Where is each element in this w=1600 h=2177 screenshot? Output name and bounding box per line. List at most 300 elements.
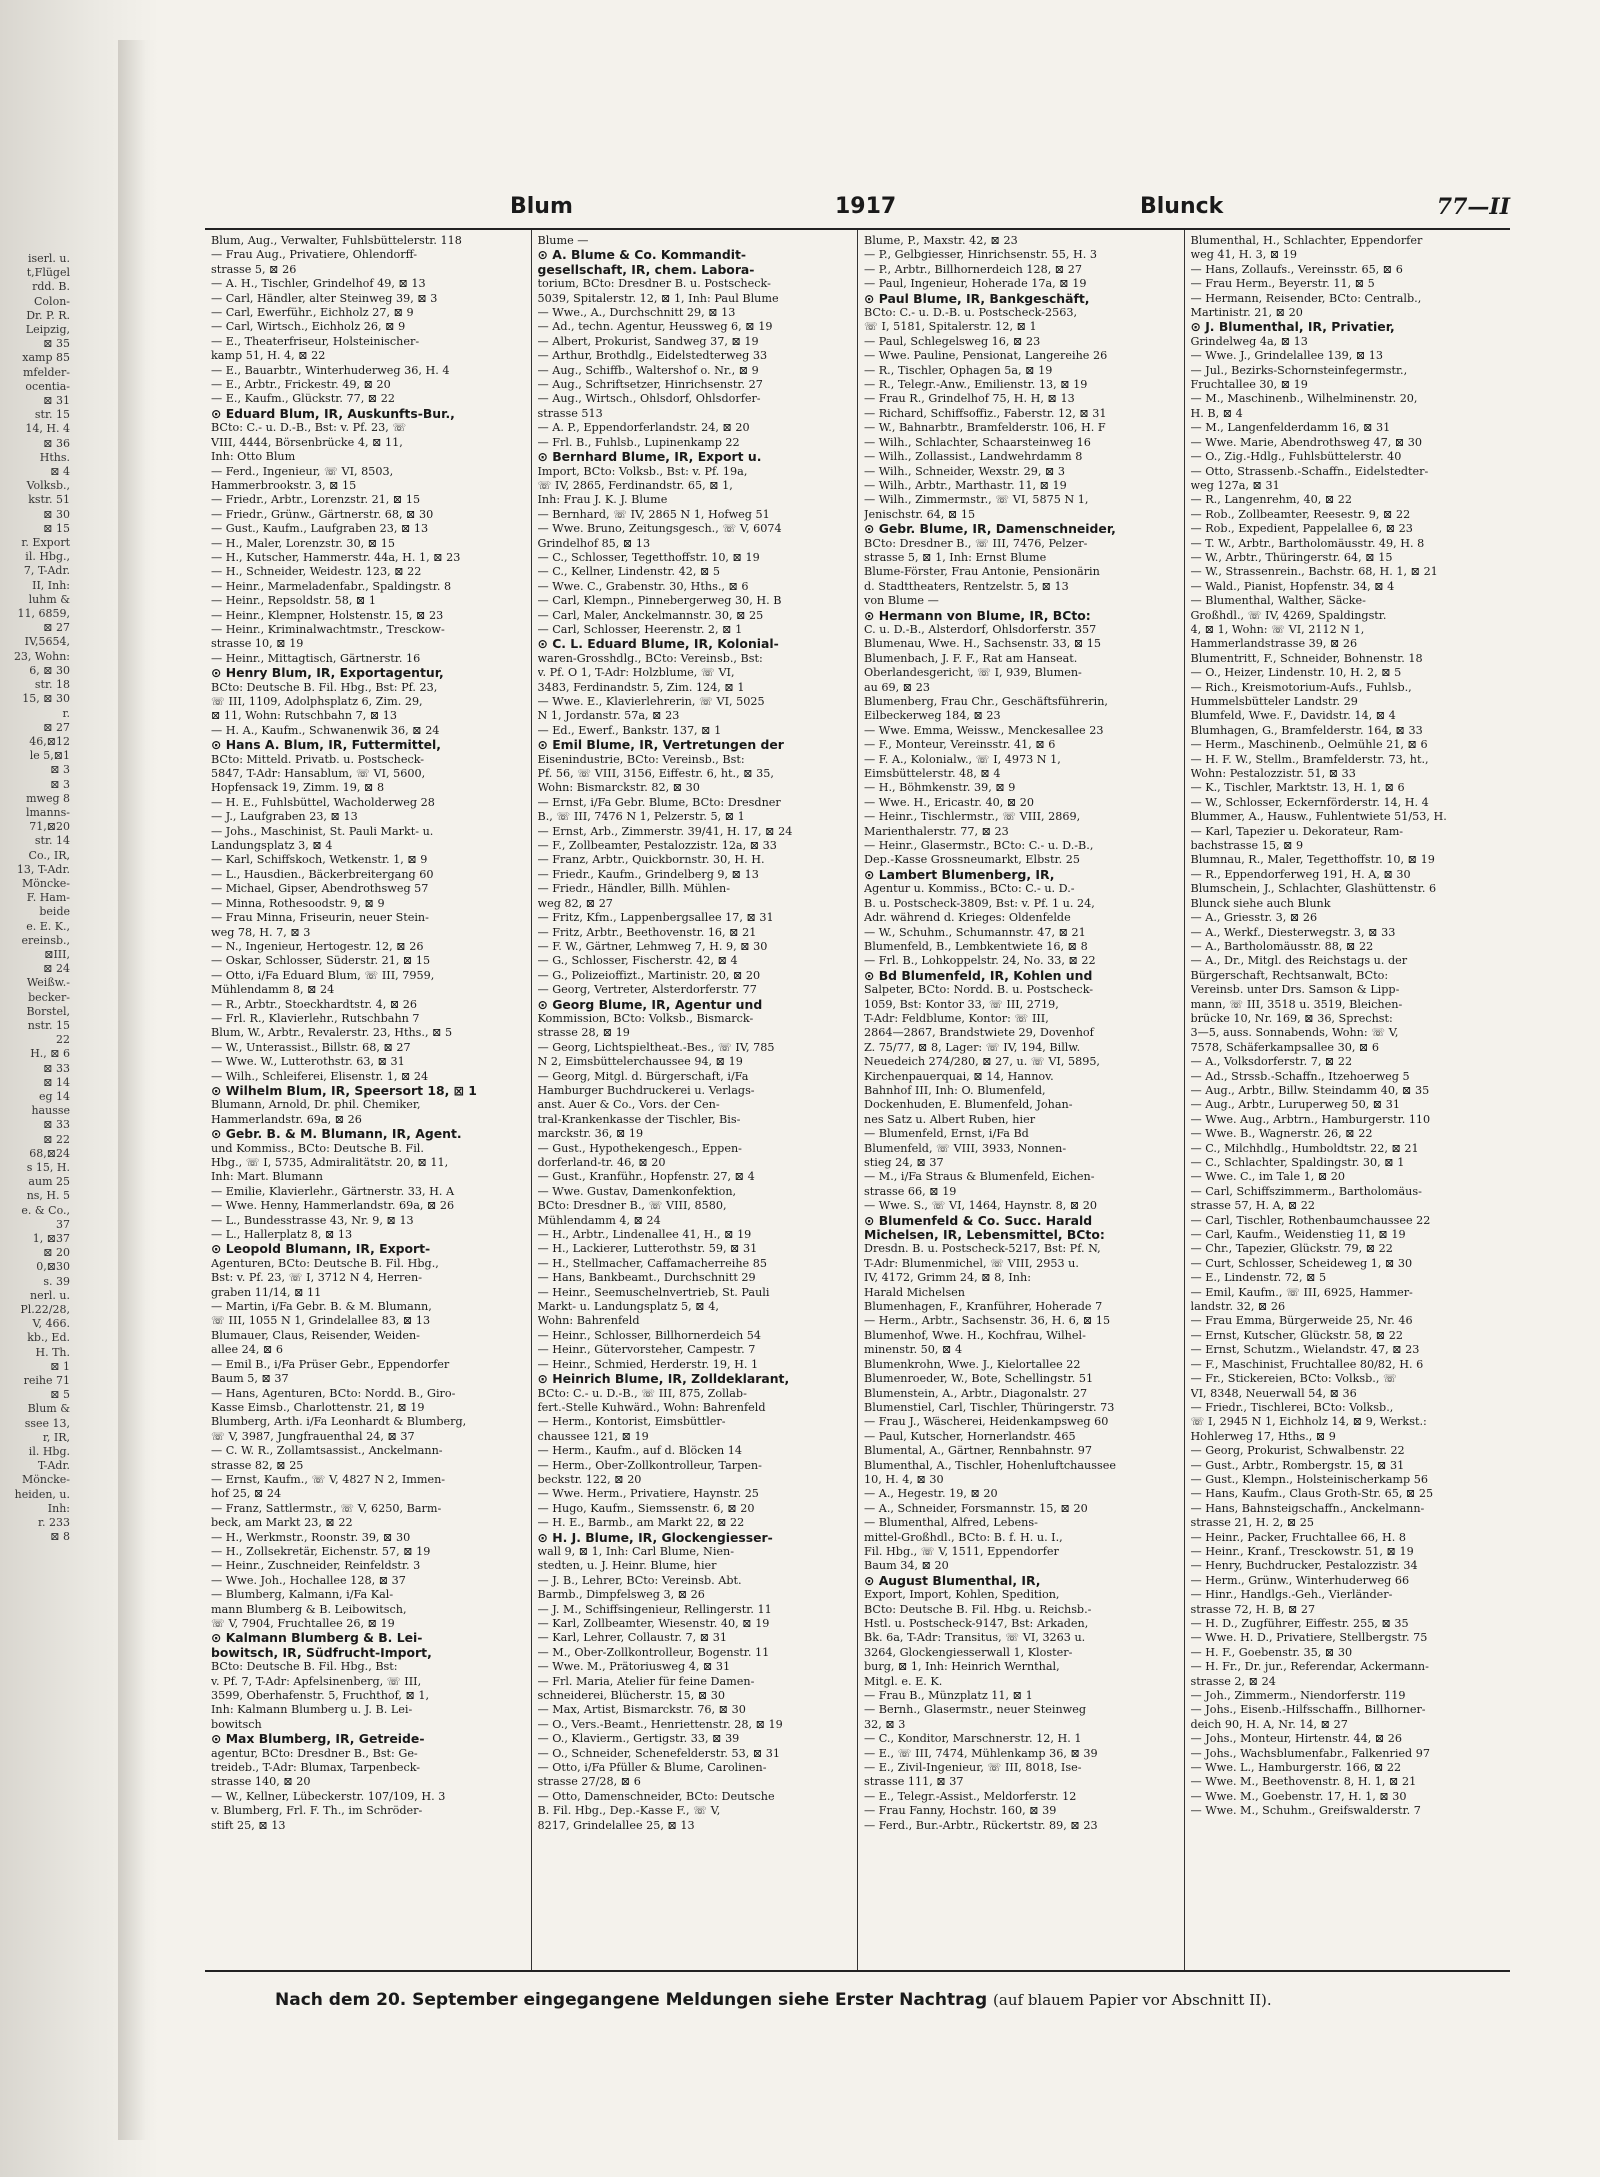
directory-entry: — W., Bahnarbtr., Bramfelderstr. 106, H. F	[864, 421, 1106, 435]
directory-entry: ⊙ Blumenfeld & Co. Succ. Harald	[864, 1213, 1093, 1228]
directory-entry: Blumenstiel, Carl, Tischler, Thüringerstr. 73	[864, 1400, 1115, 1414]
directory-entry: — Bernhard, ☏ IV, 2865 N 1, Hofweg 51	[537, 507, 770, 521]
fragment-line: s 15, H.	[26, 1161, 70, 1174]
directory-entry: — Wwe. Pauline, Pensionat, Langereihe 26	[864, 349, 1108, 363]
directory-entry: N 1, Jordanstr. 57a, ⊠ 23	[537, 709, 680, 723]
directory-entry: Inh: Frau J. K. J. Blume	[537, 493, 668, 507]
fragment-line: Volksb.,	[26, 479, 70, 493]
directory-entry: weg 127a, ⊠ 31	[1190, 478, 1280, 492]
directory-entry: — Frl. Maria, Atelier für feine Damen-	[537, 1674, 755, 1688]
fragment-line: Colon-	[34, 294, 70, 308]
page-header	[205, 180, 1510, 225]
directory-entry: 7578, Schäferkampsallee 30, ⊠ 6	[1190, 1040, 1379, 1054]
previous-page-fragment	[0, 252, 70, 2032]
directory-entry: BCto: Deutsche B. Fil. Hbg., Bst: Pf. 23,	[211, 680, 438, 694]
fragment-line: e. E. K.,	[26, 919, 70, 933]
directory-entry: Blumenkrohn, Wwe. J., Kielortallee 22	[864, 1357, 1081, 1371]
directory-entry: — Wwe. W., Lutterothstr. 63, ⊠ 31	[211, 1055, 405, 1069]
directory-entry: v. Pf. 7, T-Adr: Apfelsinenberg, ☏ III,	[211, 1674, 422, 1688]
directory-entry: 5039, Spitalerstr. 12, ⊠ 1, Inh: Paul Blume	[537, 291, 779, 305]
directory-entry: weg 78, H. 7, ⊠ 3	[211, 925, 311, 939]
directory-entry: anst. Auer & Co., Vors. der Cen-	[537, 1098, 720, 1112]
directory-entry: — Heinr., Gütervorsteher, Campestr. 7	[537, 1343, 756, 1357]
directory-entry: BCto: C.- u. D.-B., Bst: v. Pf. 23, ☏	[211, 421, 407, 435]
directory-columns	[205, 228, 1510, 1972]
fragment-line: ns, H. 5	[26, 1189, 70, 1203]
directory-entry: Blumenau, Wwe. H., Sachsenstr. 33, ⊠ 15	[864, 637, 1102, 651]
directory-entry: Hopfensack 19, Zimm. 19, ⊠ 8	[211, 781, 385, 795]
fragment-line: ⊠ 33	[43, 1061, 70, 1075]
fragment-line: str. 18	[34, 678, 70, 692]
fragment-line: ⊠ 27	[43, 621, 70, 635]
directory-entry: mann Blumberg & B. Leibowitsch,	[211, 1602, 407, 1616]
fragment-line: str. 14	[34, 834, 70, 848]
directory-entry: 3—5, auss. Sonnabends, Wohn: ☏ V,	[1190, 1026, 1399, 1040]
directory-entry: deich 90, H. A, Nr. 14, ⊠ 27	[1190, 1717, 1348, 1731]
directory-entry: — Minna, Rothesoodstr. 9, ⊠ 9	[211, 896, 385, 910]
directory-entry: Blumenfeld, ☏ VIII, 3933, Nonnen-	[864, 1141, 1067, 1155]
directory-entry: strasse 140, ⊠ 20	[211, 1775, 311, 1789]
directory-entry: — Heinr., Glasermstr., BCto: C.- u. D.-B.,	[864, 839, 1094, 853]
fragment-line: Inh:	[47, 1501, 70, 1515]
directory-entry: — Frau Aug., Privatiere, Ohlendorff-	[211, 248, 417, 262]
directory-entry: — Hans, Zollaufs., Vereinsstr. 65, ⊠ 6	[1190, 262, 1403, 276]
directory-entry: strasse 72, H. B, ⊠ 27	[1190, 1602, 1316, 1616]
directory-entry: — Ed., Ewerf., Bankstr. 137, ⊠ 1	[537, 723, 722, 737]
directory-entry: — Carl, Tischler, Rothenbaumchaussee 22	[1190, 1213, 1431, 1227]
directory-entry: stedten, u. J. Heinr. Blume, hier	[537, 1559, 717, 1573]
directory-entry: ⊙ August Blumenthal, IR,	[864, 1573, 1041, 1588]
directory-entry: — Wilh., Arbtr., Marthastr. 11, ⊠ 19	[864, 478, 1067, 492]
directory-entry: — Wwe. M., Beethovenstr. 8, H. 1, ⊠ 21	[1190, 1775, 1417, 1789]
directory-entry: ☏ III, 1055 N 1, Grindelallee 83, ⊠ 13	[211, 1314, 431, 1328]
directory-entry: mann, ☏ III, 3518 u. 3519, Bleichen-	[1190, 997, 1403, 1011]
directory-entry: beck, am Markt 23, ⊠ 22	[211, 1516, 353, 1530]
directory-entry: — W., Strassenrein., Bachstr. 68, H. 1, ⊠ 21	[1190, 565, 1438, 579]
directory-entry: — Herm., Maschinenb., Oelmühle 21, ⊠ 6	[1190, 738, 1428, 752]
fragment-line: H. Th.	[35, 1345, 70, 1359]
directory-entry: — W., Unterassist., Billstr. 68, ⊠ 27	[211, 1040, 411, 1054]
directory-entry: chaussee 121, ⊠ 19	[537, 1429, 649, 1443]
directory-entry: bowitsch, IR, Südfrucht-Import,	[211, 1645, 432, 1660]
directory-entry: — Frau J., Wäscherei, Heidenkampsweg 60	[864, 1415, 1109, 1429]
directory-entry: — Heinr., Klempner, Holstenstr. 15, ⊠ 23	[211, 608, 444, 622]
directory-entry: — Wwe. L., Hamburgerstr. 166, ⊠ 22	[1190, 1761, 1402, 1775]
directory-entry: strasse 5, ⊠ 26	[211, 262, 297, 276]
column-1	[205, 230, 531, 1970]
directory-entry: — O., Zig.-Hdlg., Fuhlsbüttelerstr. 40	[1190, 450, 1402, 464]
directory-entry: — J. M., Schiffsingenieur, Rellingerstr. 11	[537, 1602, 772, 1616]
fragment-line: le 5,⊠1	[29, 749, 70, 763]
fragment-line: F. Ham-	[26, 891, 70, 905]
directory-entry: ⊙ Gebr. Blume, IR, Damenschneider,	[864, 522, 1116, 537]
directory-entry: Hbg., ☏ I, 5735, Admiralitätstr. 20, ⊠ 11,	[211, 1156, 449, 1169]
directory-entry: — O., Schneider, Schenefelderstr. 53, ⊠ 31	[537, 1746, 781, 1760]
directory-entry: ⊙ J. Blumenthal, IR, Privatier,	[1190, 320, 1395, 335]
directory-entry: — Gust., Kranführ., Hopfenstr. 27, ⊠ 4	[537, 1170, 755, 1184]
directory-entry: — H., Schneider, Weidestr. 123, ⊠ 22	[211, 565, 422, 579]
footer-notice	[275, 1990, 1475, 2010]
footer-lead: Nach dem 20. September eingegangene Meldungen siehe Erster Nachtrag	[275, 1990, 988, 2010]
directory-entry: ☏ V, 7904, Fruchtallee 26, ⊠ 19	[211, 1617, 395, 1630]
directory-entry: ⊙ Kalmann Blumberg & B. Lei-	[211, 1631, 423, 1646]
fragment-line: luhm &	[28, 592, 70, 606]
directory-entry: Blume, P., Maxstr. 42, ⊠ 23	[864, 234, 1018, 247]
fragment-line: ⊠III,	[44, 947, 70, 961]
directory-entry: — Paul, Schlegelsweg 16, ⊠ 23	[864, 334, 1041, 348]
directory-entry: — Wwe. Gustav, Damenkonfektion,	[537, 1184, 737, 1198]
directory-entry: — Hinr., Handlgs.-Geh., Vierländer-	[1190, 1588, 1393, 1602]
directory-entry: — Aug., Schiffb., Waltershof o. Nr., ⊠ 9	[537, 363, 759, 377]
directory-entry: fert.-Stelle Kuhwärd., Wohn: Bahrenfeld	[537, 1400, 766, 1414]
fragment-line: reihe 71	[23, 1374, 70, 1388]
directory-entry: — M., Maschinenb., Wilhelminenstr. 20,	[1190, 392, 1418, 406]
directory-entry: Kasse Eimsb., Charlottenstr. 21, ⊠ 19	[211, 1400, 425, 1414]
directory-entry: — E., Telegr.-Assist., Meldorferstr. 12	[864, 1789, 1077, 1803]
directory-entry: — Heinr., Mittagtisch, Gärtnerstr. 16	[211, 651, 421, 665]
fragment-line: ⊠ 15	[43, 521, 70, 535]
directory-entry: Inh: Kalmann Blumberg u. J. B. Lei-	[211, 1703, 413, 1717]
directory-entry: Bst: v. Pf. 23, ☏ I, 3712 N 4, Herren-	[211, 1271, 422, 1285]
directory-entry: — Paul, Ingenieur, Hoherade 17a, ⊠ 19	[864, 277, 1087, 291]
directory-entry: — Wwe. Emma, Weissw., Menckesallee 23	[864, 723, 1104, 737]
directory-entry: — Albert, Prokurist, Sandweg 37, ⊠ 19	[537, 334, 759, 348]
directory-entry: stift 25, ⊠ 13	[211, 1818, 286, 1832]
directory-entry: — Richard, Schiffsoffiz., Faberstr. 12, ⊠ 31	[864, 406, 1107, 420]
directory-entry: BCto: Deutsche B. Fil. Hbg., Bst:	[211, 1660, 398, 1674]
directory-entry: Blumschein, J., Schlachter, Glashüttenstr. 6	[1190, 882, 1437, 896]
directory-entry: — Heinr., Schmied, Herderstr. 19, H. 1	[537, 1357, 759, 1371]
fragment-line: 13, T-Adr.	[16, 862, 70, 876]
directory-entry: — M., i/Fa Straus & Blumenfeld, Eichen-	[864, 1170, 1095, 1184]
directory-entry: — Rob., Zollbeamter, Reesestr. 9, ⊠ 22	[1190, 507, 1411, 521]
directory-entry: — N., Ingenieur, Hertogestr. 12, ⊠ 26	[211, 939, 424, 953]
directory-entry: — Gust., Kaufm., Laufgraben 23, ⊠ 13	[211, 522, 429, 536]
directory-entry: — Heinr., Zuschneider, Reinfeldstr. 3	[211, 1559, 421, 1573]
fragment-line: s. 39	[43, 1274, 70, 1288]
directory-entry: ⊙ Wilhelm Blum, IR, Speersort 18, ⊠ 1	[211, 1083, 477, 1098]
directory-entry: — Wwe. M., Goebenstr. 17, H. 1, ⊠ 30	[1190, 1789, 1407, 1803]
directory-entry: Hammerlandstrasse 39, ⊠ 26	[1190, 637, 1358, 651]
directory-entry: — Carl, Maler, Anckelmannstr. 30, ⊠ 25	[537, 608, 764, 622]
directory-entry: — Aug., Wirtsch., Ohlsdorf, Ohlsdorfer-	[537, 392, 761, 406]
directory-entry: — Wwe. Henny, Hammerlandstr. 69a, ⊠ 26	[211, 1199, 455, 1213]
directory-entry: Harald Michelsen	[864, 1285, 966, 1299]
fragment-line: 71,⊠20	[29, 820, 70, 834]
directory-entry: — H., Arbtr., Lindenallee 41, H., ⊠ 19	[537, 1228, 752, 1242]
fragment-line: ⊠ 27	[43, 720, 70, 734]
directory-entry: 8217, Grindelallee 25, ⊠ 13	[537, 1818, 695, 1832]
directory-entry: 4, ⊠ 1, Wohn: ☏ VI, 2112 N 1,	[1190, 622, 1365, 636]
directory-entry: Wohn: Bahrenfeld	[537, 1314, 640, 1328]
directory-entry: Barmb., Dimpfelsweg 3, ⊠ 26	[537, 1588, 705, 1602]
directory-entry: — Ferd., Bur.-Arbtr., Rückertstr. 89, ⊠ 23	[864, 1818, 1098, 1832]
directory-entry: — E., Bauarbtr., Winterhuderweg 36, H. 4	[211, 363, 450, 377]
directory-entry: — E., ☏ III, 7474, Mühlenkamp 36, ⊠ 39	[864, 1746, 1098, 1760]
directory-entry: — Johs., Eisenb.-Hilfsschaffn., Billhorner-	[1190, 1703, 1426, 1717]
directory-entry: Mühlendamm 4, ⊠ 24	[537, 1213, 661, 1227]
column-4	[1184, 230, 1511, 1970]
fragment-line: ssee 13,	[24, 1416, 70, 1430]
directory-entry: au 69, ⊠ 23	[864, 680, 930, 694]
fragment-line: IV,5654,	[24, 635, 70, 649]
directory-entry: Blum, Aug., Verwalter, Fuhlsbüttelerstr. 118	[211, 234, 462, 247]
directory-entry: — Fr., Stickereien, BCto: Volksb., ☏	[1190, 1372, 1397, 1386]
directory-entry: — Wilh., Zollassist., Landwehrdamm 8	[864, 450, 1083, 464]
directory-entry: Vereinsb. unter Drs. Samson & Lipp-	[1190, 983, 1400, 997]
directory-entry: — Wilh., Schneider, Wexstr. 29, ⊠ 3	[864, 464, 1066, 478]
directory-entry: Neuedeich 274/280, ⊠ 27, u. ☏ VI, 5895,	[864, 1055, 1100, 1069]
directory-entry: — Franz, Arbtr., Quickbornstr. 30, H. H.	[537, 853, 765, 867]
directory-entry: Blumenroeder, W., Bote, Schellingstr. 51	[864, 1372, 1094, 1386]
directory-entry: — Wwe. S., ☏ VI, 1464, Haynstr. 8, ⊠ 20	[864, 1199, 1098, 1213]
directory-entry: Hstl. u. Postscheck-9147, Bst: Arkaden,	[864, 1617, 1089, 1630]
directory-entry: — T. W., Arbtr., Bartholomäusstr. 49, H. 8	[1190, 536, 1425, 550]
directory-entry: 3483, Ferdinandstr. 5, Zim. 124, ⊠ 1	[537, 680, 745, 694]
directory-entry: — Wilh., Zimmermstr., ☏ VI, 5875 N 1,	[864, 493, 1089, 507]
directory-entry: ⊙ Heinrich Blume, IR, Zolldeklarant,	[537, 1372, 790, 1387]
directory-entry: marckstr. 36, ⊠ 19	[537, 1127, 644, 1141]
directory-entry: — Wwe. M., Schuhm., Greifswalderstr. 7	[1190, 1804, 1421, 1818]
directory-entry: B., ☏ III, 7476 N 1, Pelzerstr. 5, ⊠ 1	[537, 810, 745, 824]
directory-entry: — Friedr., Arbtr., Lorenzstr. 21, ⊠ 15	[211, 493, 421, 507]
fragment-line: r, IR,	[42, 1430, 70, 1444]
fragment-line: mweg 8	[26, 791, 70, 805]
directory-entry: — Hans, Kaufm., Claus Groth-Str. 65, ⊠ 25	[1190, 1487, 1434, 1501]
fragment-line: H., ⊠ 6	[30, 1047, 70, 1061]
directory-entry: — H. D., Zugführer, Eiffestr. 255, ⊠ 35	[1190, 1617, 1409, 1630]
fragment-line: Co., IR,	[28, 848, 70, 862]
directory-entry: — A., Dr., Mitgl. des Reichstags u. der	[1190, 954, 1408, 968]
fragment-line: t,Flügel	[26, 266, 70, 280]
directory-entry: ☏ IV, 2865, Ferdinandstr. 65, ⊠ 1,	[537, 478, 733, 492]
directory-entry: — Herm., Grünw., Winterhuderweg 66	[1190, 1573, 1410, 1587]
directory-entry: — H. F., Goebenstr. 35, ⊠ 30	[1190, 1645, 1353, 1659]
directory-entry: — L., Hallerplatz 8, ⊠ 13	[211, 1228, 353, 1242]
directory-entry: weg 41, H. 3, ⊠ 19	[1190, 248, 1298, 262]
directory-entry: — Heinr., Kriminalwachtmstr., Tresckow-	[211, 622, 445, 636]
directory-entry: 3264, Glockengiesserwall 1, Kloster-	[864, 1645, 1073, 1659]
directory-entry: strasse 82, ⊠ 25	[211, 1458, 304, 1472]
directory-entry: ⊙ A. Blume & Co. Kommandit-	[537, 248, 747, 263]
fragment-line: ⊠ 14	[43, 1075, 70, 1089]
directory-entry: Baum 34, ⊠ 20	[864, 1559, 949, 1573]
directory-entry: Blunck siehe auch Blunk	[1190, 896, 1331, 910]
directory-entry: — F., Maschinist, Fruchtallee 80/82, H. 6	[1190, 1357, 1424, 1371]
directory-entry: H. B, ⊠ 4	[1190, 406, 1243, 420]
fragment-line: r. Export	[21, 536, 70, 550]
directory-entry: — Georg, Mitgl. d. Bürgerschaft, i/Fa	[537, 1069, 749, 1083]
directory-entry: — Arthur, Brothdlg., Eidelstedterweg 33	[537, 349, 768, 363]
fragment-line: Möncke-	[21, 1473, 70, 1487]
directory-entry: — Emil B., i/Fa Prüser Gebr., Eppendorfer	[211, 1357, 450, 1371]
directory-entry: — Fritz, Kfm., Lappenbergsallee 17, ⊠ 31	[537, 911, 774, 925]
directory-entry: BCto: Dresdner B., ☏ VIII, 8580,	[537, 1199, 727, 1213]
directory-entry: wall 9, ⊠ 1, Inh: Carl Blume, Nien-	[537, 1544, 735, 1558]
directory-entry: Agentur u. Kommiss., BCto: C.- u. D.-	[864, 882, 1075, 896]
directory-page	[205, 180, 1510, 2060]
directory-entry: treideb., T-Adr: Blumax, Tarpenbeck-	[211, 1761, 421, 1775]
directory-entry: — Blumenthal, Alfred, Lebens-	[864, 1516, 1038, 1530]
directory-entry: — Wwe. Herm., Privatiere, Haynstr. 25	[537, 1487, 759, 1501]
directory-entry: — Karl, Tapezier u. Dekorateur, Ram-	[1190, 824, 1404, 838]
directory-entry: — Carl, Klempn., Pinnebergerweg 30, H. B	[537, 594, 782, 608]
fragment-line: 15, ⊠ 30	[22, 692, 70, 706]
fragment-line: iserl. u.	[27, 252, 70, 265]
fragment-line: nerl. u.	[30, 1288, 70, 1302]
directory-entry: — F. W., Gärtner, Lehmweg 7, H. 9, ⊠ 30	[537, 939, 768, 953]
fragment-line: rdd. B.	[32, 280, 70, 294]
directory-entry: — Emilie, Klavierlehr., Gärtnerstr. 33, H. A	[211, 1184, 455, 1198]
directory-entry: — R., Telegr.-Anw., Emilienstr. 13, ⊠ 19	[864, 378, 1088, 392]
directory-entry: bowitsch	[211, 1717, 262, 1731]
directory-entry: — Blumenthal, Walther, Säcke-	[1190, 594, 1366, 608]
directory-entry: — J., Laufgraben 23, ⊠ 13	[211, 810, 358, 824]
directory-entry: strasse 28, ⊠ 19	[537, 1026, 630, 1040]
directory-entry: — W., Schlosser, Eckernförderstr. 14, H. 4	[1190, 795, 1429, 809]
directory-entry: Blumenhof, Wwe. H., Kochfrau, Wilhel-	[864, 1328, 1086, 1342]
directory-entry: — Heinr., Marmeladenfabr., Spaldingstr. 8	[211, 579, 452, 593]
directory-entry: — Frl. B., Lohkoppelstr. 24, No. 33, ⊠ 22	[864, 954, 1096, 968]
directory-entry: ⊠ 11, Wohn: Rutschbahn 7, ⊠ 13	[211, 709, 398, 723]
fragment-line: kstr. 51	[28, 493, 70, 507]
fragment-line: ⊠ 20	[43, 1246, 70, 1260]
directory-entry: — F., Monteur, Vereinsstr. 41, ⊠ 6	[864, 738, 1056, 752]
column-2	[531, 230, 858, 1970]
directory-entry: ⊙ H. J. Blume, IR, Glockengiesser-	[537, 1530, 773, 1545]
directory-entry: T-Adr: Feldblume, Kontor: ☏ III,	[864, 1011, 1049, 1025]
directory-entry: Z. 75/77, ⊠ 8, Lager: ☏ IV, 194, Billw.	[864, 1040, 1081, 1054]
fragment-line: nstr. 15	[27, 1018, 70, 1032]
directory-entry: Hammerlandstr. 69a, ⊠ 26	[211, 1112, 362, 1126]
directory-entry: — Heinr., Tischlermstr., ☏ VIII, 2869,	[864, 810, 1081, 824]
fragment-line: V, 466.	[32, 1317, 70, 1331]
directory-entry: Eisenindustrie, BCto: Vereinsb., Bst:	[537, 752, 745, 766]
directory-entry: BCto: Deutsche B. Fil. Hbg. u. Reichsb.-	[864, 1602, 1092, 1616]
directory-entry: Eilbeckerweg 184, ⊠ 23	[864, 709, 1001, 723]
directory-entry: T-Adr: Blumenmichel, ☏ VIII, 2953 u.	[864, 1256, 1079, 1270]
directory-entry: — Friedr., Grünw., Gärtnerstr. 68, ⊠ 30	[211, 507, 434, 521]
directory-entry: — Ernst, Kutscher, Glückstr. 58, ⊠ 22	[1190, 1328, 1403, 1342]
fragment-line: 22	[56, 1033, 70, 1047]
directory-entry: Blummer, A., Hausw., Fuhlentwiete 51/53, H.	[1190, 810, 1447, 824]
directory-entry: — H., Maler, Lorenzstr. 30, ⊠ 15	[211, 536, 395, 550]
directory-entry: strasse 5, ⊠ 1, Inh: Ernst Blume	[864, 550, 1047, 564]
directory-entry: N 2, Eimsbüttelerchaussee 94, ⊠ 19	[537, 1055, 743, 1069]
directory-entry: 32, ⊠ 3	[864, 1717, 906, 1731]
directory-entry: — W., Arbtr., Thüringerstr. 64, ⊠ 15	[1190, 550, 1393, 564]
fragment-line: 7, T-Adr.	[23, 564, 70, 578]
directory-entry: minenstr. 50, ⊠ 4	[864, 1343, 963, 1357]
fragment-line: Blum &	[27, 1402, 70, 1416]
directory-entry: — A. P., Eppendorferlandstr. 24, ⊠ 20	[537, 421, 750, 435]
directory-entry: ⊙ Emil Blume, IR, Vertretungen der	[537, 738, 784, 753]
directory-entry: — A., Hegestr. 19, ⊠ 20	[864, 1487, 998, 1501]
fragment-line: ⊠ 33	[43, 1118, 70, 1132]
fragment-line: xamp 85	[22, 351, 70, 365]
directory-entry: — Otto, Strassenb.-Schaffn., Eidelstedter-	[1190, 464, 1429, 478]
directory-entry: — Frau Fanny, Hochstr. 160, ⊠ 39	[864, 1804, 1057, 1818]
directory-entry: Blumenthal, H., Schlachter, Eppendorfer	[1190, 234, 1423, 247]
directory-entry: BCto: C.- u. D.-B., ☏ III, 875, Zollab-	[537, 1386, 747, 1400]
fragment-line: heiden, u.	[14, 1487, 70, 1501]
directory-entry: — Wilh., Schlachter, Schaarsteinweg 16	[864, 435, 1091, 449]
page-number: 77—II	[1436, 194, 1510, 220]
footer-note: (auf blauem Papier vor Abschnitt II).	[993, 1991, 1272, 2009]
directory-entry: — Ernst, Schutzm., Wielandstr. 47, ⊠ 23	[1190, 1343, 1420, 1357]
directory-entry: agentur, BCto: Dresdner B., Bst: Ge-	[211, 1746, 418, 1760]
column-3	[857, 230, 1184, 1970]
fragment-line: ⊠ 30	[43, 507, 70, 521]
fragment-line: ⊠ 31	[43, 394, 70, 408]
directory-entry: — H., Zollsekretär, Eichenstr. 57, ⊠ 19	[211, 1544, 431, 1558]
directory-entry: Markt- u. Landungsplatz 5, ⊠ 4,	[537, 1300, 719, 1314]
directory-entry: graben 11/14, ⊠ 11	[211, 1285, 322, 1299]
directory-entry: — J. B., Lehrer, BCto: Vereinsb. Abt.	[537, 1573, 742, 1587]
directory-entry: weg 82, ⊠ 27	[537, 896, 613, 910]
directory-entry: — Frau Herm., Beyerstr. 11, ⊠ 5	[1190, 277, 1375, 291]
directory-entry: — F. A., Kolonialw., ☏ I, 4973 N 1,	[864, 752, 1061, 766]
directory-entry: Blumental, A., Gärtner, Rennbahnstr. 97	[864, 1444, 1092, 1458]
directory-entry: — Wwe. Aug., Arbtrn., Hamburgerstr. 110	[1190, 1112, 1431, 1126]
directory-entry: Wohn: Bismarckstr. 82, ⊠ 30	[537, 781, 700, 795]
directory-entry: ⊙ Lambert Blumenberg, IR,	[864, 867, 1055, 882]
directory-entry: — Georg, Vertreter, Alsterdorferstr. 77	[537, 983, 757, 997]
directory-entry: 5847, T-Adr: Hansablum, ☏ VI, 5600,	[211, 767, 426, 781]
directory-entry: Blume-Förster, Frau Antonie, Pensionärin	[864, 565, 1100, 579]
fragment-line: becker-	[28, 990, 70, 1004]
directory-entry: Blume —	[537, 234, 589, 247]
directory-entry: — Blumenfeld, Ernst, i/Fa Bd	[864, 1127, 1029, 1141]
fragment-line: e. & Co.,	[21, 1203, 70, 1217]
fragment-line: 11, 6859,	[17, 607, 70, 621]
directory-entry: — Wwe. H. D., Privatiere, Stellbergstr. 75	[1190, 1631, 1428, 1645]
directory-entry: — Ad., Strssb.-Schaffn., Itzehoerweg 5	[1190, 1069, 1410, 1083]
directory-entry: strasse 66, ⊠ 19	[864, 1184, 957, 1198]
directory-entry: — R., Tischler, Ophagen 5a, ⊠ 19	[864, 363, 1053, 377]
directory-entry: Hohlerweg 17, Hths., ⊠ 9	[1190, 1429, 1336, 1443]
directory-entry: — Aug., Schriftsetzer, Hinrichsenstr. 27	[537, 378, 763, 392]
directory-entry: ⊙ Georg Blume, IR, Agentur und	[537, 997, 763, 1012]
fragment-line: aum 25	[28, 1175, 70, 1189]
directory-entry: — G., Polizeioffizt., Martinistr. 20, ⊠ 20	[537, 968, 761, 982]
directory-entry: — H. E., Fuhlsbüttel, Wacholderweg 28	[211, 795, 435, 809]
directory-entry: nes Satz u. Albert Ruben, hier	[864, 1112, 1036, 1126]
fragment-line: il. Hbg.,	[25, 550, 70, 564]
fragment-line: 37	[56, 1217, 70, 1231]
directory-entry: — O., Klavierm., Gertigstr. 33, ⊠ 39	[537, 1732, 740, 1746]
directory-entry: — O., Vers.-Beamt., Henriettenstr. 28, ⊠ 19	[537, 1717, 783, 1731]
directory-entry: — Hans, Bankbeamt., Durchschnitt 29	[537, 1271, 756, 1285]
directory-entry: Hamburger Buchdruckerei u. Verlags-	[537, 1083, 755, 1097]
directory-entry: — Wwe. H., Ericastr. 40, ⊠ 20	[864, 795, 1034, 809]
directory-entry: strasse 57, H. A, ⊠ 22	[1190, 1199, 1315, 1213]
directory-entry: Hummelsbütteler Landstr. 29	[1190, 695, 1358, 708]
directory-entry: — Georg, Prokurist, Schwalbenstr. 22	[1190, 1444, 1405, 1458]
directory-entry: — Henry, Buchdrucker, Pestalozzistr. 34	[1190, 1559, 1418, 1573]
directory-entry: Inh: Otto Blum	[211, 450, 296, 464]
directory-entry: ⊙ Max Blumberg, IR, Getreide-	[211, 1732, 425, 1747]
directory-entry: Eimsbüttelerstr. 48, ⊠ 4	[864, 767, 1001, 781]
fragment-line: T-Adr.	[37, 1459, 70, 1473]
directory-entry: — Otto, i/Fa Eduard Blum, ☏ III, 7959,	[211, 968, 435, 982]
directory-entry: — Max, Artist, Bismarckstr. 76, ⊠ 30	[537, 1703, 746, 1717]
directory-entry: 2864—2867, Brandstwiete 29, Dovenhof	[864, 1026, 1094, 1040]
directory-entry: — Frl. R., Klavierlehr., Rutschbahn 7	[211, 1011, 420, 1025]
directory-entry: kamp 51, H. 4, ⊠ 22	[211, 349, 326, 363]
directory-entry: Blumauer, Claus, Reisender, Weiden-	[211, 1328, 420, 1342]
directory-entry: — Curt, Schlosser, Scheideweg 1, ⊠ 30	[1190, 1256, 1413, 1270]
